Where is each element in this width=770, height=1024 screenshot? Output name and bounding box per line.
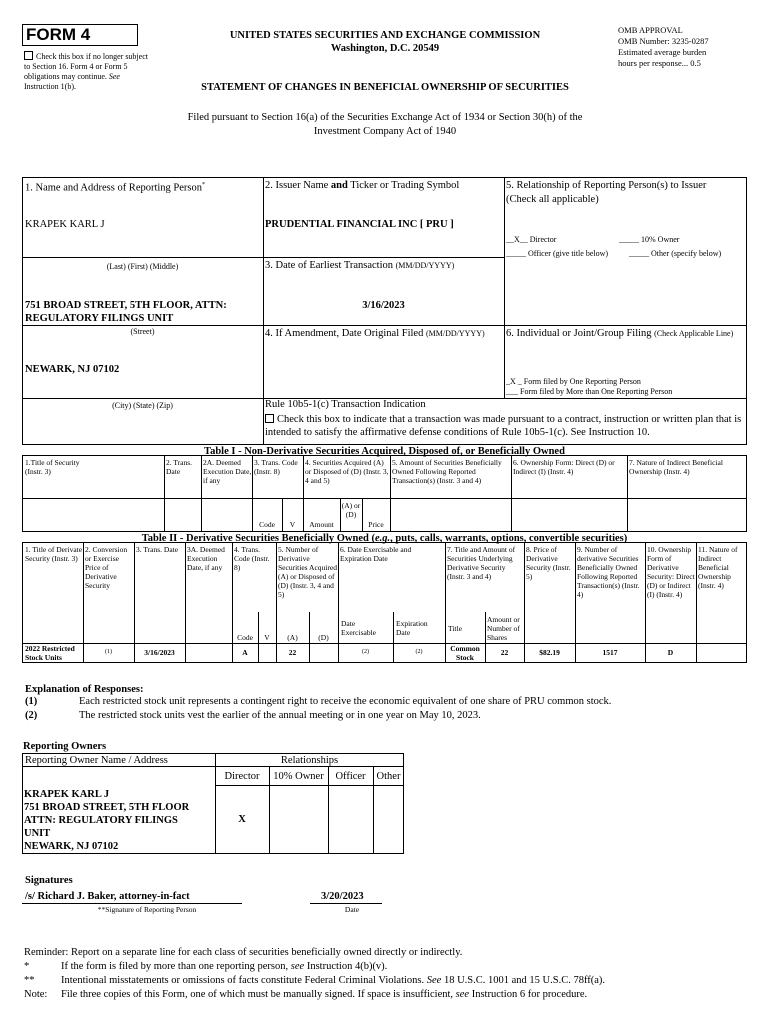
grid-divider (504, 177, 505, 398)
owners-col-dir: Director (224, 771, 260, 782)
owners-col-ten: 10% Owner (273, 771, 324, 782)
t2-title-b: , puts, calls, warrants, options, convertible securities) (390, 533, 628, 544)
explanation-title: Explanation of Responses: (25, 684, 144, 695)
relationship-ten-pct: _____ 10% Owner (619, 235, 680, 244)
statement-title: STATEMENT OF CHANGES IN BENEFICIAL OWNERSHIP OF SECURITIES (201, 82, 569, 93)
t1-h2a: 2A. Deemed Execution Date, if any (203, 458, 252, 485)
t2-h2: 2. Conversion or Exercise Price of Derivative Security (85, 545, 128, 590)
date-caption: Date (344, 905, 360, 914)
box3-sub: (MM/DD/YYYY) (395, 261, 455, 270)
t1-sub-v: V (289, 520, 296, 529)
no-longer-subject (24, 51, 152, 92)
agency-name: UNITED STATES SECURITIES AND EXCHANGE COMMISSION (229, 30, 541, 41)
no-longer-subject-checkbox[interactable] (24, 51, 33, 60)
table2-rule (22, 643, 747, 644)
owner-line: ATTN: REGULATORY FILINGS (24, 815, 178, 826)
t1-h7: 7. Nature of Indirect Beneficial Ownership (Instr. 4) (629, 458, 723, 476)
t2-row-security: 2022 Restricted Stock Units (25, 644, 75, 662)
name-caption: (Last) (First) (Middle) (106, 262, 179, 271)
signature-caption: **Signature of Reporting Person (97, 905, 197, 914)
t2-h5: 5. Number of Derivative Securities Acquired (A) or Disposed of (D) (Instr. 3, 4 and 5) (278, 545, 337, 599)
grid-divider (22, 325, 747, 326)
box2-label-b: Ticker or Trading Symbol (350, 180, 460, 191)
owners-col-rel: Relationships (280, 755, 339, 766)
footer-star1-see: see (290, 961, 305, 972)
signature-name: /s/ Richard J. Baker, attorney-in-fact (25, 891, 190, 902)
filing-more-persons: ___ Form filed by More than One Reporting Person (506, 387, 673, 396)
t2-h10: 10. Ownership Form of Derivative Security: Direct (D) or Indirect (I) (Instr. 4) (647, 545, 695, 599)
owner-line: KRAPEK KARL J (24, 789, 110, 800)
no-longer-subject-text: Check this box if no longer subject to Section 16. Form 4 or Form 5 obligations may continue. (24, 52, 148, 81)
t2-sub-exer: Date Exercisable (341, 619, 376, 637)
t1-sub-amount: Amount (309, 520, 334, 529)
explanation-num: (2) (25, 710, 38, 721)
t2-sub-v: V (264, 633, 270, 642)
grid-divider (22, 257, 504, 258)
footer-star2-n: ** (24, 975, 35, 986)
table2-col (524, 542, 525, 663)
footer-star2-a: Intentional misstatements or omissions of facts constitute Federal Criminal Violations. (61, 975, 425, 986)
table1-col (201, 455, 202, 532)
t1-h3: 3. Trans. Code (Instr. 8) (254, 458, 298, 476)
owners-rule (215, 785, 404, 786)
t2-row-price: $82.19 (539, 648, 560, 657)
t1-sub-aord: (A) or (D) (341, 501, 361, 519)
t2-h8: 8. Price of Derivative Security (Instr. 5) (526, 545, 571, 581)
t2-row-title: Common Stock (450, 644, 480, 662)
t2-row-exer: (2) (362, 649, 369, 655)
table1-rule (22, 498, 747, 499)
signature-line (22, 903, 242, 904)
t2-h11: 11. Nature of Indirect Beneficial Ownership (Instr. 4) (698, 545, 738, 590)
box6-label (506, 327, 746, 340)
owner-line: 751 BROAD STREET, 5TH FLOOR (24, 802, 190, 813)
table2-col (645, 542, 646, 663)
footer-note-n: Note: (24, 989, 48, 1000)
footer-star2-b: 18 U.S.C. 1001 and 15 U.S.C. 78ff(a). (443, 975, 606, 986)
box2-label (265, 179, 459, 192)
no-longer-subject-see: See (108, 72, 120, 81)
relationship-other: _____ Other (specify below) (629, 249, 722, 258)
t2-h7: 7. Title and Amount of Securities Underlying Derivative Security (Instr. 3 and 4) (447, 545, 516, 581)
t1-sub-price: Price (368, 520, 384, 529)
table2-col (696, 542, 697, 663)
t1-h2: 2. Trans. Date (166, 458, 193, 476)
box6-sub: (Check Applicable Line) (654, 329, 734, 338)
omb-line: OMB APPROVAL (618, 25, 683, 35)
omb-approval (618, 25, 758, 69)
t2-h3a: 3A. Deemed Execution Date, if any (187, 545, 225, 572)
explanation-text: The restricted stock units vest the earlier of the annual meeting or in one year on May 10, 2023. (79, 710, 481, 721)
relationship-director: __X__ Director (506, 235, 557, 244)
box6-label-text: 6. Individual or Joint/Group Filing (506, 328, 652, 339)
owner-line: NEWARK, NJ 07102 (24, 841, 119, 852)
t2-sub-code: Code (237, 633, 253, 642)
table1-title: Table I - Non-Derivative Securities Acquired, Disposed of, or Beneficially Owned (204, 446, 565, 457)
owner-address (24, 788, 214, 853)
table2-col (232, 542, 233, 663)
box5-label: 5. Relationship of Reporting Person(s) to Issuer (506, 180, 707, 191)
t1-h6: 6. Ownership Form: Direct (D) or Indirect (I) (Instr. 4) (513, 458, 615, 476)
owners-col-name: Reporting Owner Name / Address (25, 755, 168, 766)
table2-col (83, 542, 84, 663)
reporting-person-city: NEWARK, NJ 07102 (25, 364, 120, 375)
rule-checkbox[interactable] (265, 414, 274, 423)
t2-row-form: D (667, 648, 674, 657)
table2-col (338, 542, 339, 663)
city-caption: (City) (State) (Zip) (112, 401, 173, 410)
t2-row-exp: (2) (415, 649, 423, 655)
t2-h9: 9. Number of derivative Securities Beneficially Owned Following Reported Transaction(s) (Instr. 4) (577, 545, 640, 599)
footer-star1-n: * (24, 961, 30, 972)
owners-col-oth: Other (376, 771, 401, 782)
t2-sub-amt: Amount or Number of Shares (487, 615, 520, 642)
agency-location: Washington, D.C. 20549 (330, 43, 440, 54)
t1-h1: 1.Title of Security (Instr. 3) (25, 458, 80, 476)
t2-sub-exp: Expiration Date (396, 619, 428, 637)
t1-h5: 5. Amount of Securities Beneficially Owned Following Reported Transaction(s) (Instr. 3 and 4) (392, 458, 502, 485)
rule-text-body: Check this box to indicate that a transaction was made pursuant to a contract, instruction or written plan that is intended to satisfy the affirmative defense conditions of Rule 10b5-1(c). See Instruction 10. (265, 414, 742, 438)
box2-label-and: and (330, 180, 348, 191)
omb-line: Estimated average burden (618, 47, 707, 57)
t2-row-a: 22 (288, 648, 297, 657)
signature-date: 3/20/2023 (321, 891, 364, 902)
issuer-name: PRUDENTIAL FINANCIAL INC [ PRU ] (265, 219, 454, 230)
rule-text (265, 413, 743, 439)
t2-row-date: 3/16/2023 (144, 648, 175, 657)
omb-line: OMB Number: 3235-0287 (618, 36, 709, 46)
footer-reminder: Reminder: Report on a separate line for each class of securities beneficially owned directly or indirectly. (24, 947, 463, 958)
owners-title: Reporting Owners (23, 741, 107, 752)
box1-label-text: 1. Name and Address of Reporting Person (25, 182, 203, 194)
reporting-person-street: 751 BROAD STREET, 5TH FLOOR, ATTN: REGULATORY FILINGS UNIT (25, 300, 227, 324)
form-title: FORM 4 (26, 25, 91, 44)
table2-col (575, 542, 576, 663)
footer-star2 (61, 974, 605, 987)
box3-label (265, 259, 454, 272)
omb-line: hours per response... 0.5 (618, 58, 701, 68)
relationship-officer: _____ Officer (give title below) (506, 249, 609, 258)
t2-row-owned: 1517 (602, 648, 618, 657)
t2-title-eg: e.g. (374, 533, 391, 544)
t2-sub-title: Title (448, 624, 462, 633)
footer-note-see: see (455, 989, 470, 1000)
t2-row-conv: (1) (105, 649, 112, 655)
t1-h4: 4. Securities Acquired (A) or Disposed of (D) (Instr. 3, 4 and 5) (305, 458, 389, 485)
box4-label (265, 327, 485, 340)
box1-label: 1. Name and Address of Reporting Person* (25, 182, 206, 194)
box2-label-a: 2. Issuer Name (265, 180, 329, 191)
owner-director-mark: X (238, 814, 246, 825)
date-line (310, 903, 382, 904)
table1-col (511, 455, 512, 532)
table1-col (164, 455, 165, 532)
box5-label-2: (Check all applicable) (506, 194, 599, 205)
footer-note-a: File three copies of this Form, one of which must be manually signed. If space is insufficient, (61, 989, 454, 1000)
box4-label-text: 4. If Amendment, Date Original Filed (265, 328, 424, 339)
t2-h4: 4. Trans. Code (Instr. 8) (234, 545, 270, 572)
owners-col-off: Officer (335, 771, 366, 782)
t2-row-code: A (242, 648, 248, 657)
filing-one-person: _X _ Form filed by One Reporting Person (506, 377, 641, 386)
explanation-text: Each restricted stock unit represents a contingent right to receive the economic equivalent of one share of PRU common stock. (79, 696, 612, 707)
t2-row-amount: 22 (500, 648, 509, 657)
footer-star2-see: See (426, 975, 442, 986)
rule-label: Rule 10b5-1(c) Transaction Indication (265, 399, 426, 410)
owners-col (215, 753, 216, 854)
t1-sub-code: Code (259, 520, 275, 529)
t2-title-a: Table II - Derivative Securities Beneficially Owned ( (141, 533, 375, 544)
explanation-num: (1) (25, 696, 38, 707)
t2-h6: 6. Date Exercisable and Expiration Date (340, 545, 412, 563)
filed-pursuant-2: Investment Company Act of 1940 (313, 126, 457, 137)
signatures-title: Signatures (25, 875, 73, 886)
footer-note-b: Instruction 6 for procedure. (471, 989, 588, 1000)
table1-col (627, 455, 628, 532)
footer-note (61, 988, 587, 1001)
t2-h3: 3. Trans. Date (136, 545, 179, 554)
box3-label-text: 3. Date of Earliest Transaction (265, 260, 394, 271)
footer-star1-b: Instruction 4(b)(v). (306, 961, 388, 972)
table2-col (134, 542, 135, 663)
t2-h1: 1. Title of Derivate Security (Instr. 3) (25, 545, 83, 563)
t2-sub-d: (D) (318, 633, 329, 642)
owner-line: UNIT (24, 828, 51, 839)
reporting-person-name: KRAPEK KARL J (25, 219, 105, 230)
filed-pursuant: Filed pursuant to Section 16(a) of the Securities Exchange Act of 1934 or Section 30(h) of the (187, 112, 583, 123)
earliest-transaction-date: 3/16/2023 (362, 300, 405, 311)
table2-col (185, 542, 186, 663)
table2-col (276, 542, 277, 663)
no-longer-subject-instr: Instruction 1(b). (24, 82, 76, 91)
footer-star1 (61, 960, 387, 973)
box4-sub: (MM/DD/YYYY) (425, 329, 485, 338)
footer-star1-a: If the form is filed by more than one reporting person, (61, 961, 289, 972)
street-caption: (Street) (130, 327, 155, 336)
t2-sub-a: (A) (287, 633, 298, 642)
